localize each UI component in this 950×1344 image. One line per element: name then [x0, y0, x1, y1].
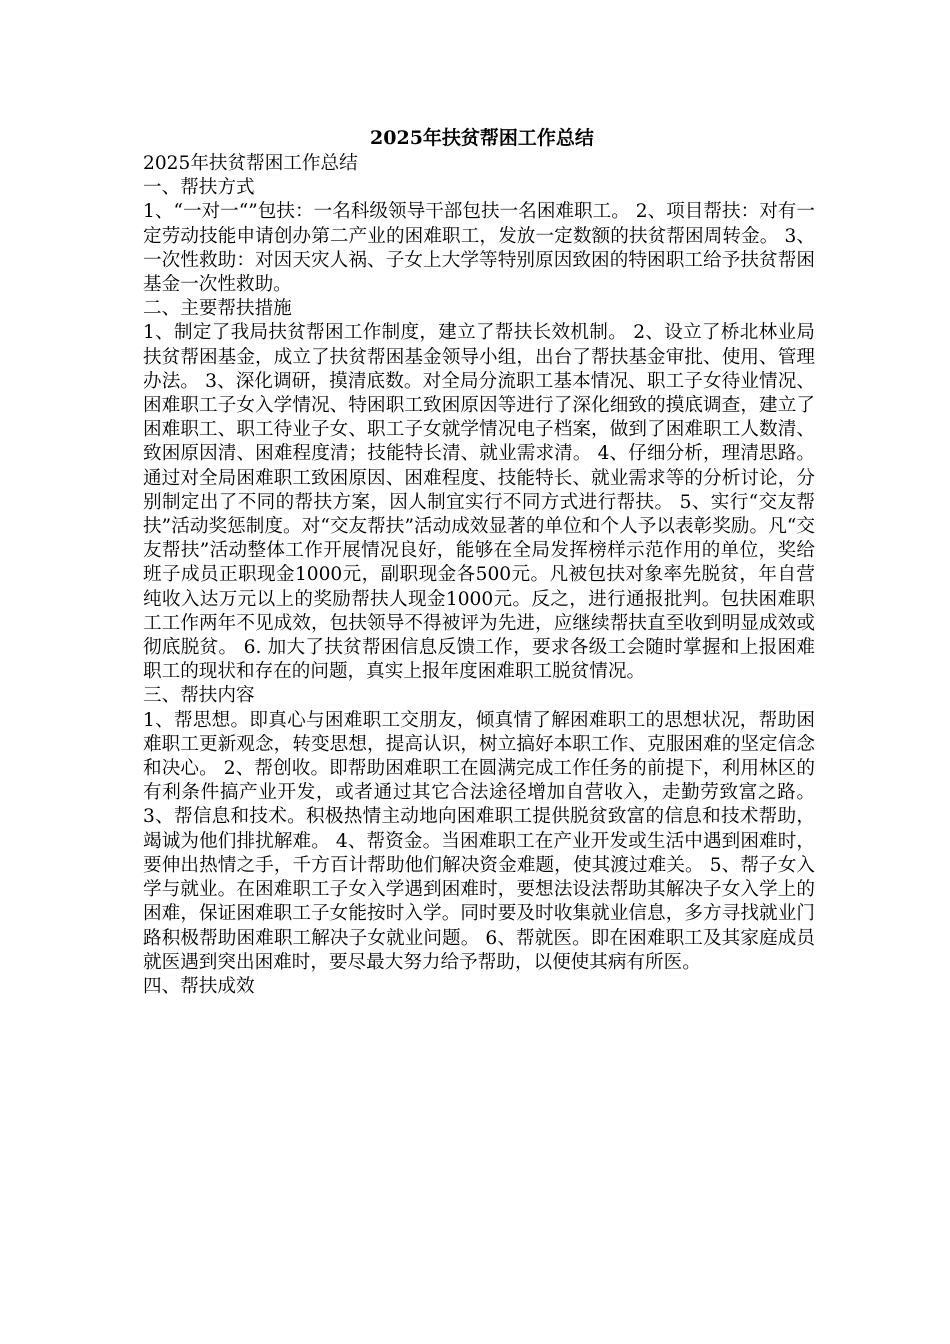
section-body-methods: 1、“一对一“”包扶：一名科级领导干部包扶一名困难职工。 2、项目帮扶：对有一定劳动技能申请创办第二产业的困难职工，发放一定数额的扶贫帮困周转金。 3、一次性救助：对因天灾人祸、子女上大学等特别原因致困的特困职工给予扶贫帮困基金一次性救助。: [143, 201, 815, 296]
section-body-content: 1、帮思想。即真心与困难职工交朋友，倾真情了解困难职工的思想状况，帮助困难职工更新观念，转变思想，提高认识，树立搞好本职工作、克服困难的坚定信念和决心。 2、帮创收。即帮助困难职工在圆满完成工作任务的前提下，利用林区的有利条件搞产业开发，或者通过其它合法途径增加自营收入，走勤劳致富之路。 3、帮信息和技术。积极热情主动地向困难职工提供脱贫致富的信息和技术帮助，竭诚为他们排扰解难。 4、帮资金。当困难职工在产业开发或生活中遇到困难时，要伸出热情之手，千方百计帮助他们解决资金难题，使其渡过难关。 5、帮子女入学与就业。在困难职工子女入学遇到困难时，要想法设法帮助其解决子女入学上的困难，保证困难职工子女能按时入学。同时要及时收集就业信息，多方寻找就业门路积极帮助困难职工解决子女就业问题。 6、帮就医。即在困难职工及其家庭成员就医遇到突出困难时，要尽最大努力给予帮助，以便使其病有所医。: [143, 709, 815, 973]
section-heading-results: 四、帮扶成效: [143, 975, 255, 997]
section-heading-methods: 一、帮扶方式: [143, 177, 255, 199]
document-subtitle: 2025年扶贫帮困工作总结: [143, 153, 358, 174]
section-body-measures: 1、制定了我局扶贫帮困工作制度，建立了帮扶长效机制。 2、设立了桥北林业局扶贫帮困基金，成立了扶贫帮困基金领导小组，出台了帮扶基金审批、使用、管理办法。 3、深化调研，摸清底数。对全局分流职工基本情况、职工子女待业情况、困难职工子女入学情况、特困职工致困原因等进行了深化细致的摸底调查，建立了困难职工、职工待业子女、职工子女就学情况电子档案，做到了困难职工人数清、致困原因清、困难程度清；技能特长清、就业需求清。 4、仔细分析，理清思路。通过对全局困难职工致困原因、困难程度、技能特长、就业需求等的分析讨论，分别制定出了不同的帮扶方案，因人制宜实行不同方式进行帮扶。 5、实行“交友帮扶”活动奖惩制度。对“交友帮扶”活动成效显著的单位和个人予以表彰奖励。凡“交友帮扶”活动整体工作开展情况良好，能够在全局发挥榜样示范作用的单位，奖给班子成员正职现金1000元，副职现金各500元。凡被包扶对象率先脱贫，年自营纯收入达万元以上的奖励帮扶人现金1000元。反之，进行通报批判。包扶困难职工工作两年不见成效，包扶领导不得被评为先进，应继续帮扶直至收到明显成效或彻底脱贫。 6. 加大了扶贫帮困信息反馈工作，要求各级工会随时掌握和上报困难职工的现状和存在的问题，真实上报年度困难职工脱贫情况。: [143, 322, 815, 683]
section-heading-measures: 二、主要帮扶措施: [143, 298, 292, 320]
document-page: [143, 124, 815, 999]
document-title: 2025年扶贫帮困工作总结: [370, 127, 594, 149]
section-heading-content: 三、帮扶内容: [143, 685, 255, 707]
